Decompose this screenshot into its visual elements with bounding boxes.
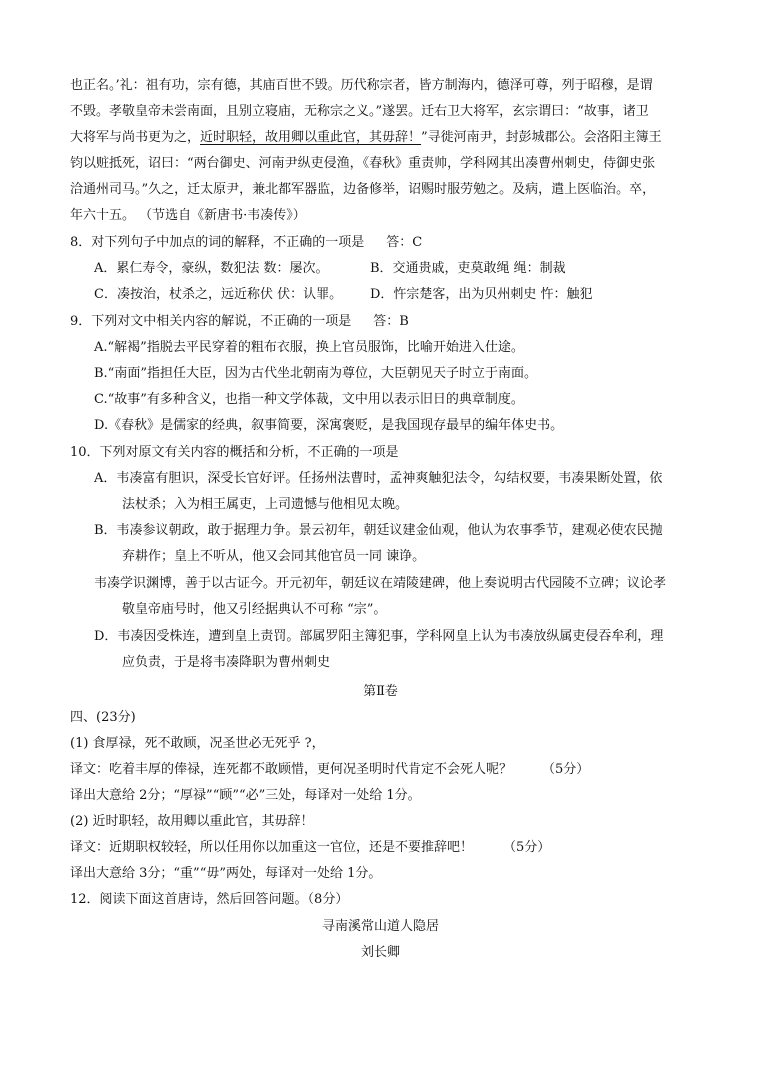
option-a bbox=[94, 260, 329, 278]
question-8-stem bbox=[70, 234, 422, 252]
option-a: A.“解褐”指脱去平民穿着的粗布衣服，换上官员服饰，比喻开始进入仕途。 bbox=[94, 340, 524, 355]
option-a-text: A．累仁寿令，豪纵，数犯法 数：屡次。 bbox=[94, 261, 329, 276]
passage-line bbox=[70, 129, 662, 147]
option-c-cont: 敬皇帝庙号时，他又引经据典认不可称 “宗”。 bbox=[122, 602, 387, 617]
passage-line: 洽通州司马。”久之，迁太原尹，兼北都军器监，边备修举，诏赐时服劳勉之。及病，遣上医临治。卒， bbox=[70, 182, 656, 197]
option-c: 韦凑学识渊博，善于以古证今。开元初年，朝廷议在靖陵建碑，他上奏说明古代园陵不立碑；议论孝 bbox=[94, 576, 667, 591]
passage-line: 不毁。孝敬皇帝未尝南面，且别立寝庙，无称宗之义。”遂罢。迁右卫大将军，玄宗谓曰：“故事，诸卫 bbox=[70, 104, 649, 119]
translation-text: 译文：吃着丰厚的俸禄，连死都不敢顾惜，更何况圣明时代肯定不会死人呢？ bbox=[70, 762, 513, 777]
sentence-2: (2) 近时职轻，故用卿以重此官，其毋辞！ bbox=[70, 814, 314, 829]
option-b: B．交通贵戚，吏莫敢绳 绳：制裁 bbox=[370, 261, 566, 276]
passage-source: 年六十五。 （节选自《新唐书·韦凑传》） bbox=[70, 208, 306, 223]
option-d: D.《春秋》是儒家的经典，叙事简要，深寓褒贬，是我国现存最早的编年体史书。 bbox=[94, 418, 564, 433]
option-c: C．凑按治，杖杀之，远近称伏 伏：认罪。 bbox=[94, 287, 343, 302]
part-heading: 四、(23分) bbox=[70, 710, 136, 725]
option-a: A．韦凑富有胆识，深受长官好评。任扬州法曹时，孟神爽触犯法令，勾结权要，韦凑果断处置，依 bbox=[94, 471, 663, 486]
translation-2 bbox=[70, 839, 550, 857]
answer-label: 答：C bbox=[386, 235, 423, 250]
option-a-cont: 法杖杀；入为相王属吏，上司遗憾与他相见太晚。 bbox=[122, 497, 409, 512]
points-label: （5分） bbox=[542, 762, 590, 777]
answer-label: 答：B bbox=[373, 314, 409, 329]
translation-1 bbox=[70, 761, 589, 779]
option-d: D．韦凑因受株连，遭到皇上责罚。部属罗阳主簿犯事，学科网皇上认为韦凑放纵属吏侵吞牟利，理 bbox=[94, 629, 664, 644]
passage-text: 大将军与尚书更为之， bbox=[70, 130, 201, 145]
option-b: B.“南面”指担任大臣，因为古代坐北朝南为尊位，大臣朝见天子时立于南面。 bbox=[94, 366, 537, 381]
points-label: （5分） bbox=[503, 840, 551, 855]
question-9-stem bbox=[70, 313, 409, 331]
question-10-stem: 10．下列对原文有关内容的概括和分析，不正确的一项是 bbox=[70, 445, 399, 460]
passage-text: ”寻徙河南尹，封彭城郡公。会洛阳主簿王 bbox=[421, 130, 662, 145]
passage-line: 也正名。’礼：祖有功，宗有德，其庙百世不毁。历代称宗者，皆方制海内，德泽可尊，列于昭穆，是谓 bbox=[70, 78, 653, 93]
question-text: 9．下列对文中相关内容的解说，不正确的一项是 bbox=[70, 314, 352, 329]
question-text: 8．对下列句子中加点的词的解释，不正确的一项是 bbox=[70, 235, 365, 250]
question-12-stem: 12．阅读下面这首唐诗，然后回答问题。（8分） bbox=[70, 892, 349, 907]
option-d: D．忤宗楚客，出为贝州刺史 忤：触犯 bbox=[370, 287, 593, 302]
poem-author: 刘长卿 bbox=[360, 945, 400, 960]
translation-text: 译文：近期职权较轻，所以任用你以加重这一官位，还是不要推辞吧！ bbox=[70, 840, 474, 855]
grading-rule-2: 译出大意给 3分；“重”“毋”两处，每译对一处给 1分。 bbox=[70, 866, 382, 881]
option-d-cont: 应负责，于是将韦凑降职为曹州刺史 bbox=[122, 655, 331, 670]
section-title: 第Ⅱ卷 bbox=[363, 684, 398, 699]
passage-line: 钧以赃抵死，诏曰：“两台御史、河南尹纵吏侵渔，《春秋》重责帅，学科网其出凑曹州刺史，侍御史张 bbox=[70, 156, 656, 171]
grading-rule-1: 译出大意给 2分；“厚禄”“顾”“必”三处，每译对一处给 1分。 bbox=[70, 788, 421, 803]
option-b: B．韦凑参议朝政，敢于据理力争。景云初年，朝廷议建金仙观，他认为农事季节，建观必使农民抛 bbox=[94, 523, 663, 538]
option-b-cont: 弃耕作；皇上不听从，他又会同其他官员一同 谏诤。 bbox=[122, 549, 426, 564]
option-c: C.“故事”有多种含义，也指一种文学体裁，文中用以表示旧日的典章制度。 bbox=[94, 392, 524, 407]
poem-title: 寻南溪常山道人隐居 bbox=[321, 919, 439, 934]
underlined-sentence: 近时职轻，故用卿以重此官，其毋辞！ bbox=[200, 130, 422, 145]
sentence-1: (1) 食厚禄，死不敢顾，况圣世必无死乎 ?， bbox=[70, 736, 325, 751]
